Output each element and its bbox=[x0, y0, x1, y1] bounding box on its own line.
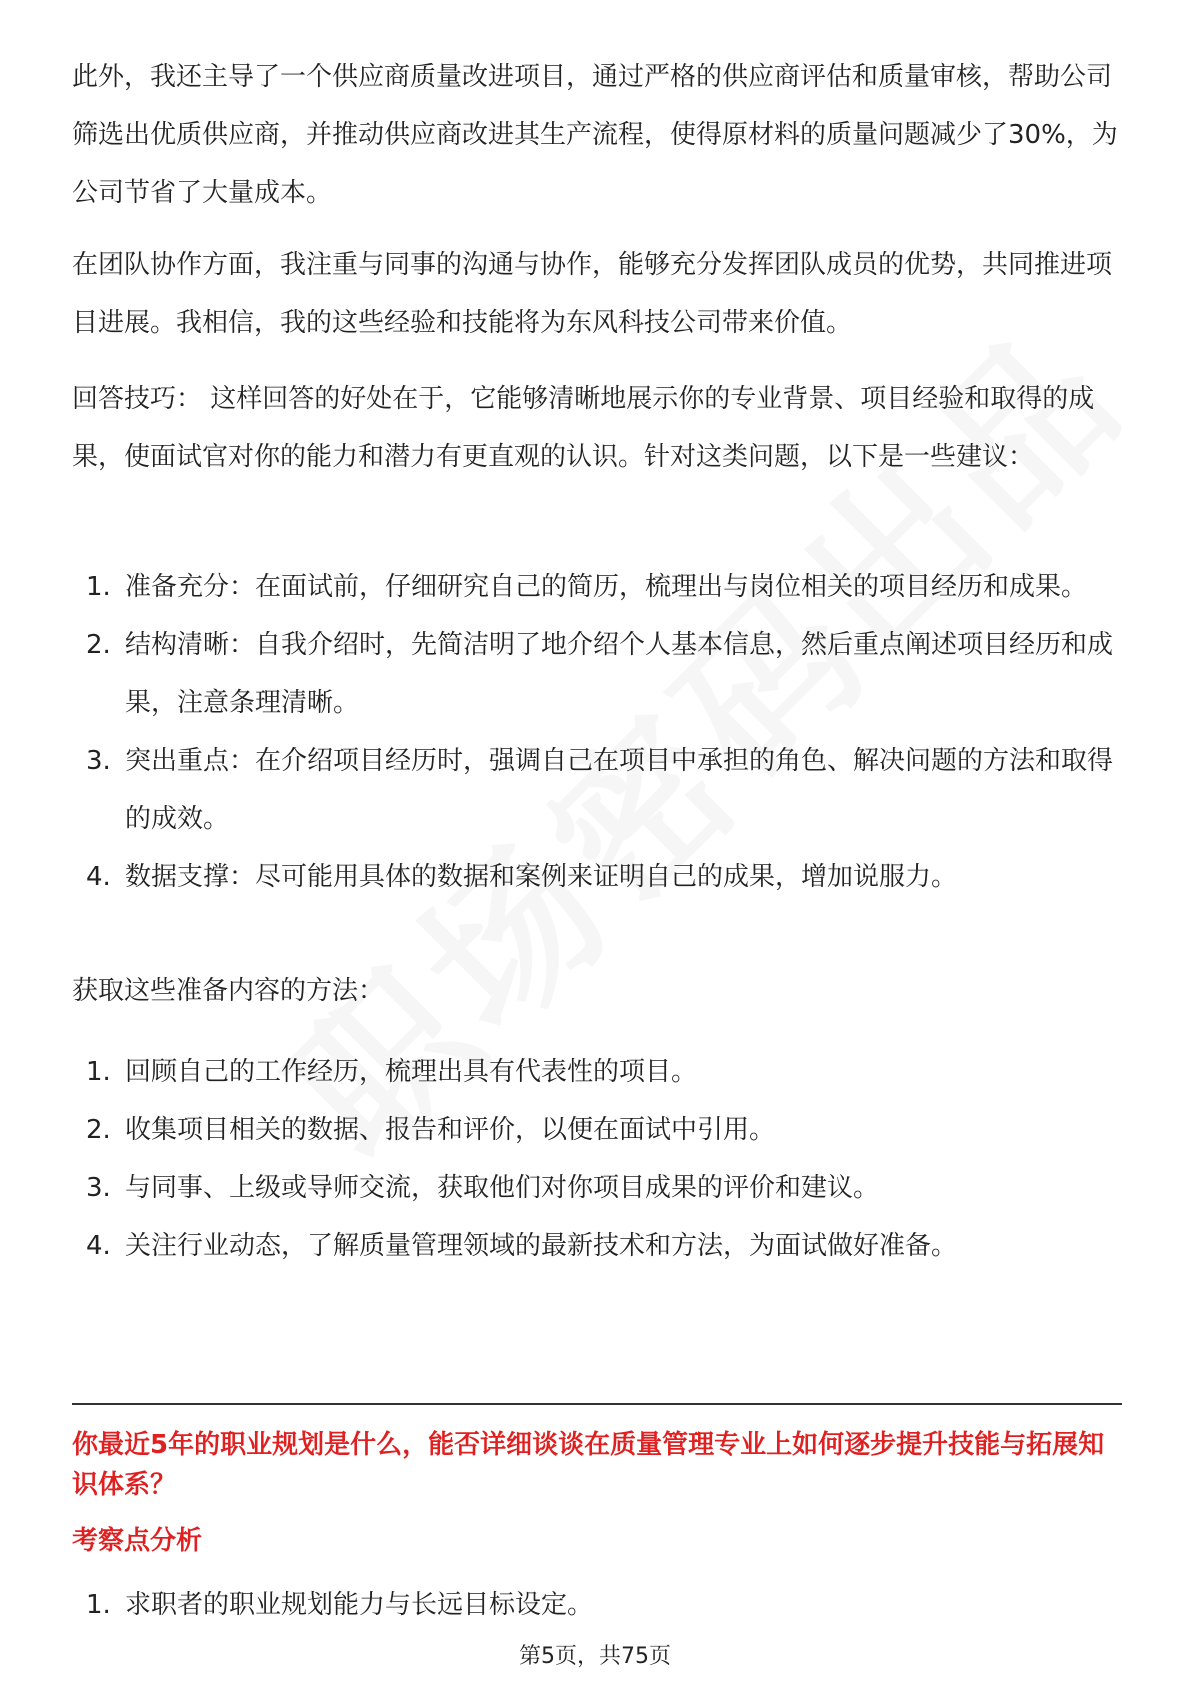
section-divider bbox=[72, 1403, 1122, 1405]
list-item bbox=[0, 1159, 1190, 1217]
list-item-text: 求职者的职业规划能力与长远目标设定。 bbox=[125, 1590, 594, 1620]
analysis-list bbox=[0, 1576, 1190, 1634]
list-item-number: 1. bbox=[86, 1590, 111, 1620]
list-item-text: 结构清晰：自我介绍时，先简洁明了地介绍个人基本信息，然后重点阐述项目经历和成果，注意条理清晰。 bbox=[125, 630, 1114, 718]
list-item-text: 关注行业动态，了解质量管理领域的最新技术和方法，为面试做好准备。 bbox=[125, 1231, 958, 1261]
list-item-number: 4. bbox=[86, 862, 111, 892]
list-item bbox=[0, 1101, 1190, 1159]
list-item bbox=[0, 1576, 1190, 1634]
list-item-text: 与同事、上级或导师交流，获取他们对你项目成果的评价和建议。 bbox=[125, 1173, 880, 1203]
interview-question: 你最近5年的职业规划是什么，能否详细谈谈在质量管理专业上如何逐步提升技能与拓展知识体系？ bbox=[72, 1430, 1105, 1500]
list-item-number: 3. bbox=[86, 1173, 111, 1203]
paragraph-answer-tips: 回答技巧： 这样回答的好处在于，它能够清晰地展示你的专业背景、项目经验和取得的成果，使面试官对你的能力和潜力有更直观的认识。针对这类问题，以下是一些建议： bbox=[72, 384, 1095, 472]
list-item-text: 回顾自己的工作经历，梳理出具有代表性的项目。 bbox=[125, 1057, 698, 1087]
list-item-number: 1. bbox=[86, 572, 111, 602]
list-item-text: 数据支撑：尽可能用具体的数据和案例来证明自己的成果，增加说服力。 bbox=[125, 862, 958, 892]
list-item-text: 收集项目相关的数据、报告和评价，以便在面试中引用。 bbox=[125, 1115, 776, 1145]
tips-list bbox=[0, 558, 1190, 906]
list-item-text: 突出重点：在介绍项目经历时，强调自己在项目中承担的角色、解决问题的方法和取得的成效。 bbox=[125, 746, 1114, 834]
list-item bbox=[0, 558, 1190, 616]
list-item-number: 3. bbox=[86, 746, 111, 776]
paragraph-teamwork: 在团队协作方面，我注重与同事的沟通与协作，能够充分发挥团队成员的优势，共同推进项目进展。我相信，我的这些经验和技能将为东风科技公司带来价值。 bbox=[72, 250, 1113, 338]
list-item-text: 准备充分：在面试前，仔细研究自己的简历，梳理出与岗位相关的项目经历和成果。 bbox=[125, 572, 1088, 602]
list-item bbox=[0, 1043, 1190, 1101]
list-item bbox=[0, 848, 1190, 906]
list-item-number: 2. bbox=[86, 630, 111, 660]
paragraph-preparation-methods: 获取这些准备内容的方法： bbox=[72, 976, 385, 1006]
list-item-number: 1. bbox=[86, 1057, 111, 1087]
paragraph-supplier-project: 此外，我还主导了一个供应商质量改进项目，通过严格的供应商评估和质量审核，帮助公司筛选出优质供应商，并推动供应商改进其生产流程，使得原材料的质量问题减少了30%，为公司节省了大量成本。 bbox=[72, 62, 1118, 208]
list-item-number: 2. bbox=[86, 1115, 111, 1145]
list-item bbox=[0, 1217, 1190, 1275]
list-item-number: 4. bbox=[86, 1231, 111, 1261]
page-number: 第5页，共75页 bbox=[519, 1644, 671, 1669]
list-item bbox=[0, 732, 1190, 848]
list-item bbox=[0, 616, 1190, 732]
methods-list bbox=[0, 1043, 1190, 1275]
section-heading: 考察点分析 bbox=[72, 1526, 203, 1556]
